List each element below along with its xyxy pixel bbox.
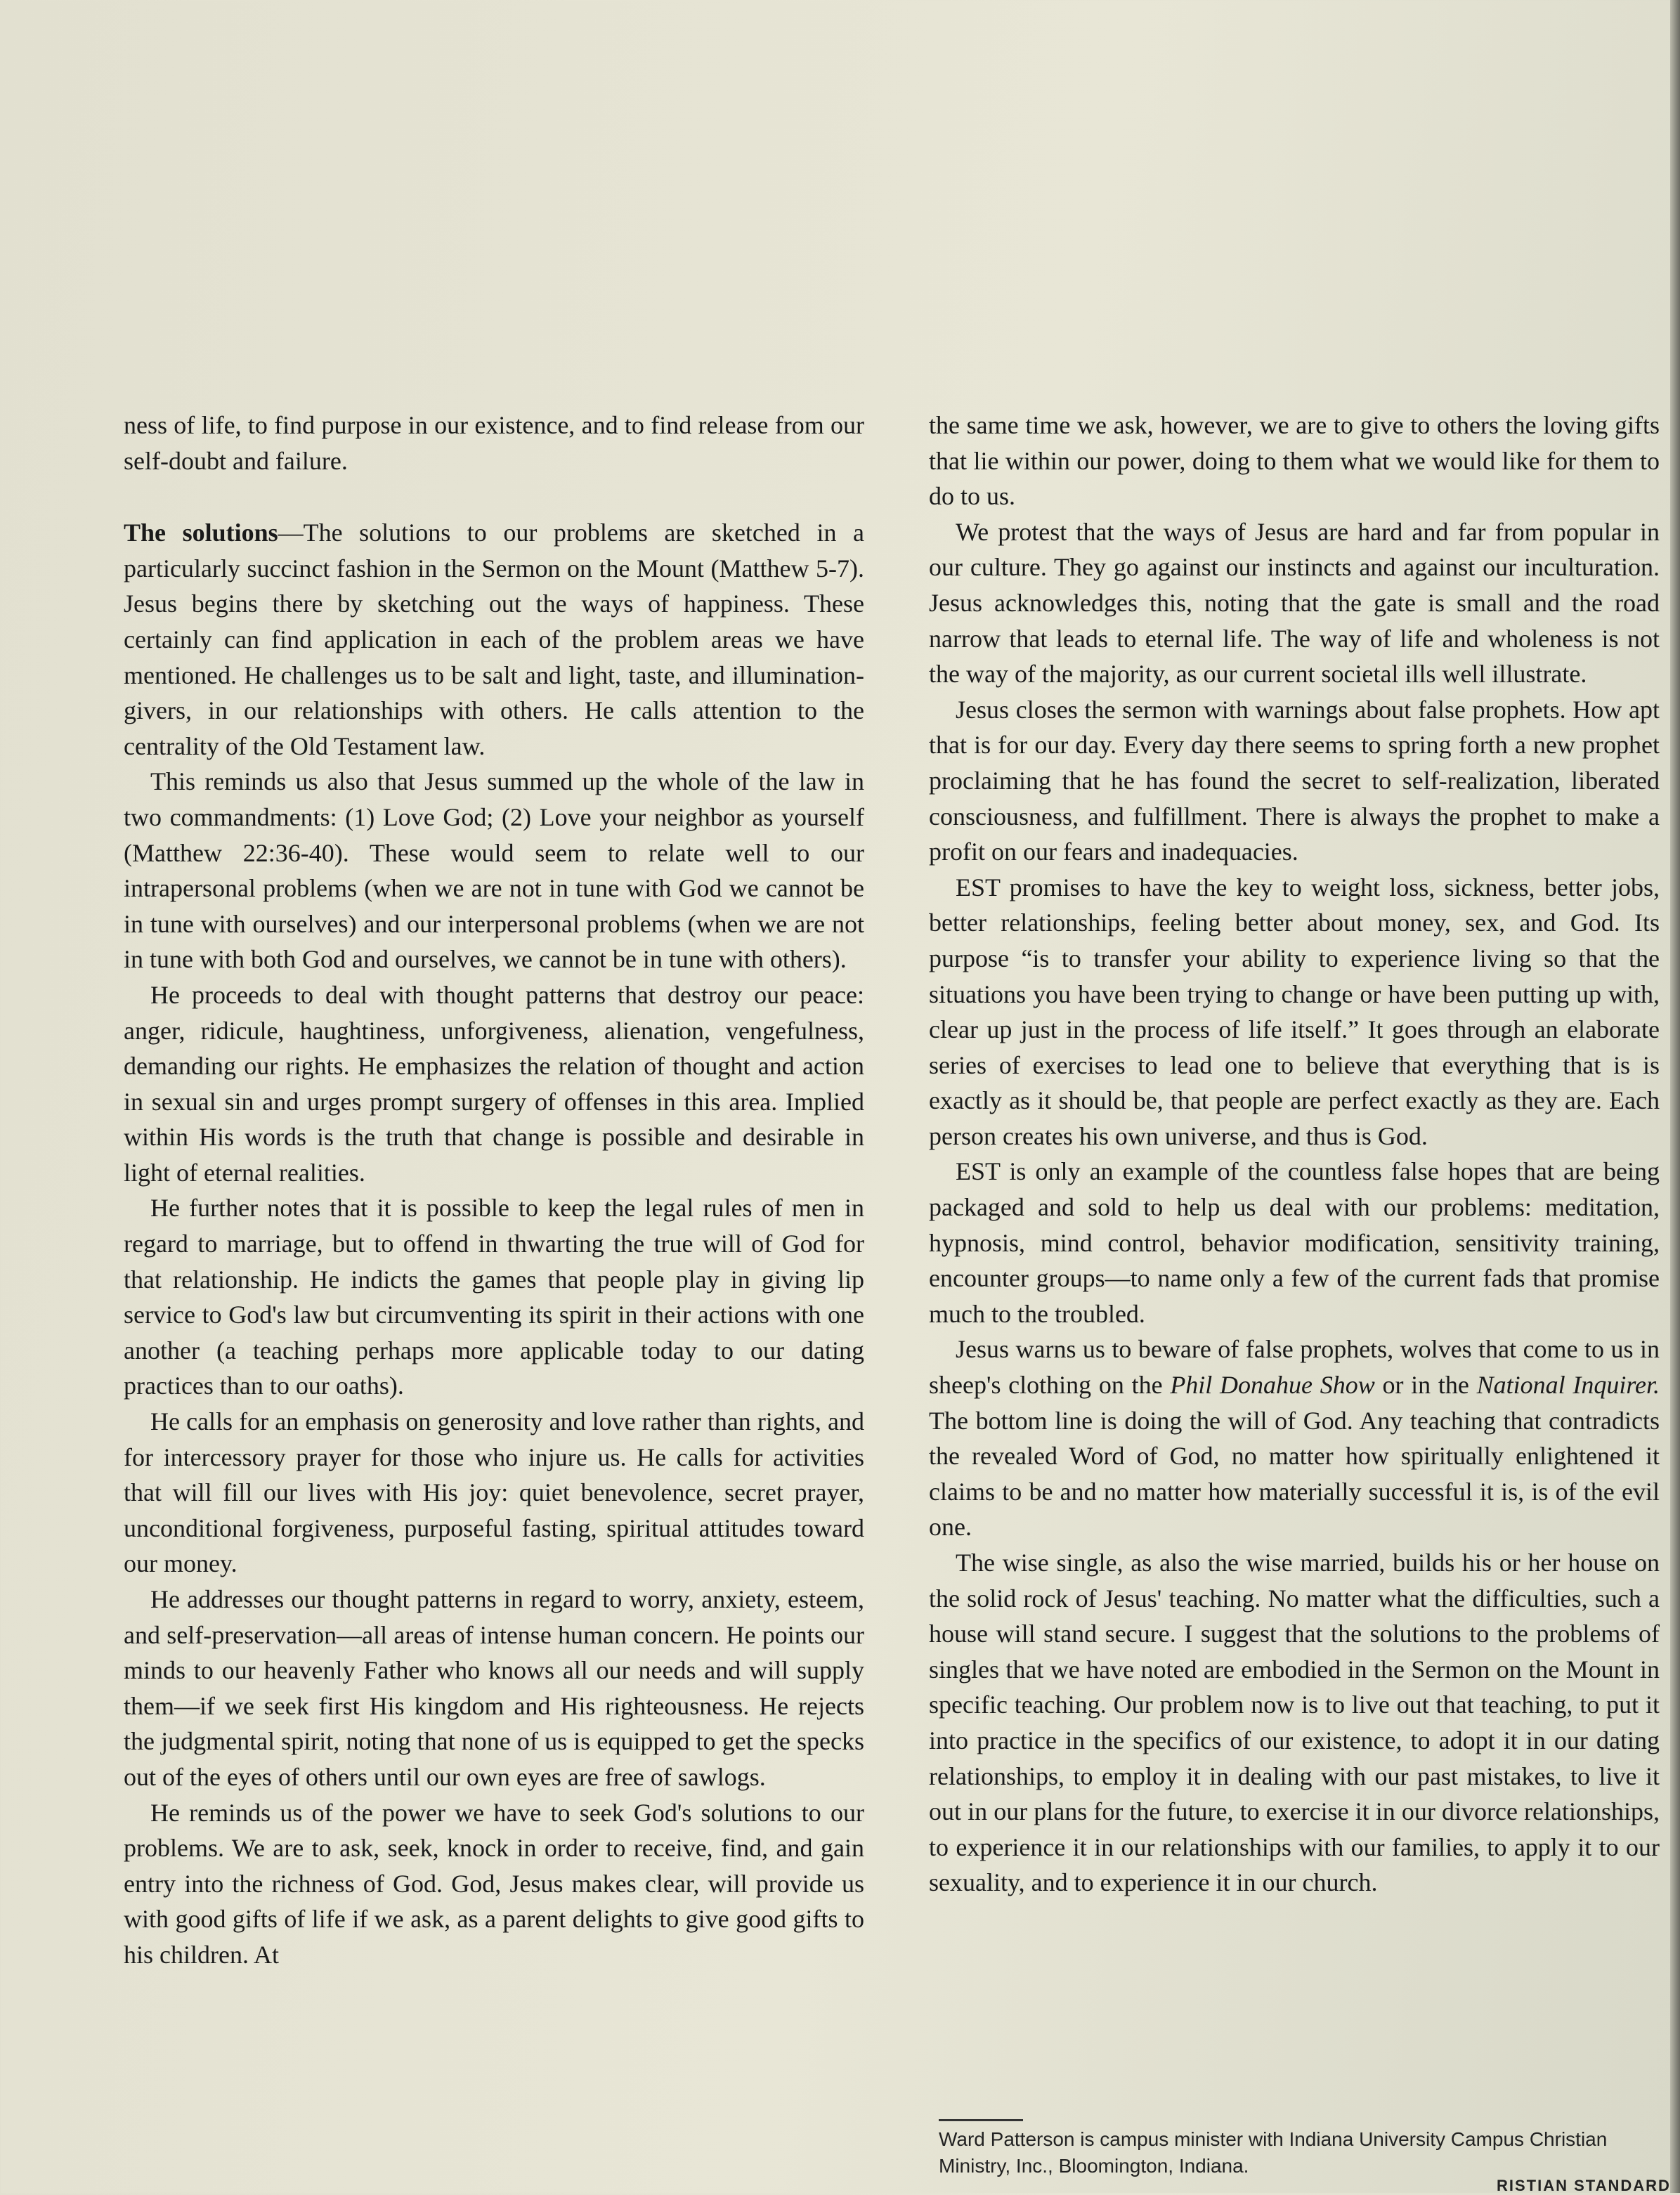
left-column (124, 408, 864, 1973)
italic-title: Phil Donahue Show (1170, 1371, 1375, 1400)
paragraph-text: or in the (1374, 1371, 1477, 1400)
paragraph: the same time we ask, however, we are to give to others the loving gifts that lie within our power, doing to them what we would like for them to do to us. (929, 411, 1660, 511)
section-heading: The solutions (124, 519, 278, 547)
right-column (929, 408, 1660, 1901)
paragraph-false-prophets (929, 1331, 1660, 1545)
paragraph: He calls for an emphasis on generosity and love rather than rights, and for intercessory prayer for those who injure us. He calls for activities that will fill our lives with His joy: quiet benevolence, secret prayer, unconditional forgiveness, purposeful fasting, spiritual attitudes toward our money. (124, 1407, 864, 1578)
paragraph-solutions (124, 515, 864, 764)
author-bio: Ward Patterson is campus minister with Indiana University Campus Christian Ministry, Inc., Bloomington, Indiana. (939, 2128, 1608, 2177)
paragraph-text: Jesus warns us to beware of false prophets, wolves that come to us in sheep's clothing on the (929, 1335, 1660, 1400)
footer-publication-name: RISTIAN STANDARD (1497, 2177, 1671, 2194)
paragraph: Jesus closes the sermon with warnings about false prophets. How apt that is for our day. Every day there seems to spring forth a new prophet proclaiming that he has found the secret to self-realization, liberated consciousness, and fulfillment. There is always the prophet to make a profit on our fears and inadequacies. (929, 695, 1660, 866)
paragraph: He further notes that it is possible to keep the legal rules of men in regard to marriage, but to offend in thwarting the true will of God for that relationship. He indicts the games that people play in giving lip service to God's law but circumventing its spirit in their actions with one another (a teaching perhaps more applicable today to our dating practices than to our oaths). (124, 1194, 864, 1400)
paragraph-text: —The solutions to our problems are sketched in a particularly succinct fashion in the Sermon on the Mount (Matthew 5-7). Jesus begins there by sketching out the ways of happiness. These certainly can find application in each of the problem areas we have mentioned. He challenges us to be salt and light, taste, and illumination-givers, in our relationships with others. He calls attention to the centrality of the Old Testament law. (124, 519, 864, 760)
paragraph: ness of life, to find purpose in our existence, and to find release from our self-doubt and failure. (124, 411, 864, 475)
paragraph-text: The bottom line is doing the will of God. Any teaching that contradicts the revealed Word of God, no matter how spiritually enlightened it claims to be and no matter how materially successful it is, is of the evil one. (929, 1406, 1660, 1542)
italic-title: National Inquirer. (1476, 1371, 1660, 1400)
paragraph: The wise single, as also the wise married, builds his or her house on the solid rock of Jesus' teaching. No matter what the difficulties, such a house will stand secure. I suggest that the solutions to the problems of singles that we have noted are embodied in the Sermon on the Mount in specific teaching. Our problem now is to live out that teaching, to put it into practice in the specifics of our existence, to adopt it in our dating relationships, to employ it in dealing with our past mistakes, to live it out in our plans for the future, to exercise it in our divorce relationships, to experience it in our relationships with our families, to apply it to our sexuality, and to experience it in our church. (929, 1549, 1660, 1897)
bio-divider (939, 2119, 1023, 2121)
paragraph: This reminds us also that Jesus summed up the whole of the law in two commandments: (1) Love God; (2) Love your neighbor as yourself (Matthew 22:36-40). These would seem to relate well to our intrapersonal problems (when we are not in tune with God we cannot be in tune with ourselves) and our interpersonal problems (when we are not in tune with both God and ourselves, we cannot be in tune with others). (124, 767, 864, 974)
paragraph: We protest that the ways of Jesus are hard and far from popular in our culture. They go against our instincts and against our inculturation. Jesus acknowledges this, noting that the gate is small and the road narrow that leads to eternal life. The way of life and wholeness is not the way of the majority, as our current societal ills well illustrate. (929, 517, 1660, 689)
page-edge (1670, 0, 1680, 2193)
paragraph: He reminds us of the power we have to seek God's solutions to our problems. We are to ask, seek, knock in order to receive, find, and gain entry into the richness of God. God, Jesus makes clear, will provide us with good gifts of life if we ask, as a parent delights to give good gifts to his children. At (124, 1798, 864, 1969)
paragraph: He proceeds to deal with thought patterns that destroy our peace: anger, ridicule, haughtiness, unforgiveness, alienation, vengefulness, demanding our rights. He emphasizes the relation of thought and action in sexual sin and urges prompt surgery of offenses in this area. Implied within His words is the truth that change is possible and desirable in light of eternal realities. (124, 980, 864, 1187)
paragraph: He addresses our thought patterns in regard to worry, anxiety, esteem, and self-preservation—all areas of intense human concern. He points our minds to our heavenly Father who knows all our needs and will supply them—if we seek first His kingdom and His righteousness. He rejects the judgmental spirit, noting that none of us is equipped to get the specks out of the eyes of others until our own eyes are free of sawlogs. (124, 1585, 864, 1791)
paragraph: EST is only an example of the countless false hopes that are being packaged and sold to help us deal with our problems: meditation, hypnosis, mind control, behavior modification, sensitivity training, encounter groups—to name only a few of the current fads that promise much to the troubled. (929, 1157, 1660, 1328)
paragraph: EST promises to have the key to weight loss, sickness, better jobs, better relationships, feeling better about money, sex, and God. Its purpose “is to transfer your ability to experience living so that the situations you have been trying to change or have been putting up with, clear up just in the process of life itself.” It goes through an elaborate series of exercises to lead one to believe that everything that is is exactly as it should be, that people are perfect exactly as they are. Each person creates his own universe, and thus is God. (929, 873, 1660, 1150)
